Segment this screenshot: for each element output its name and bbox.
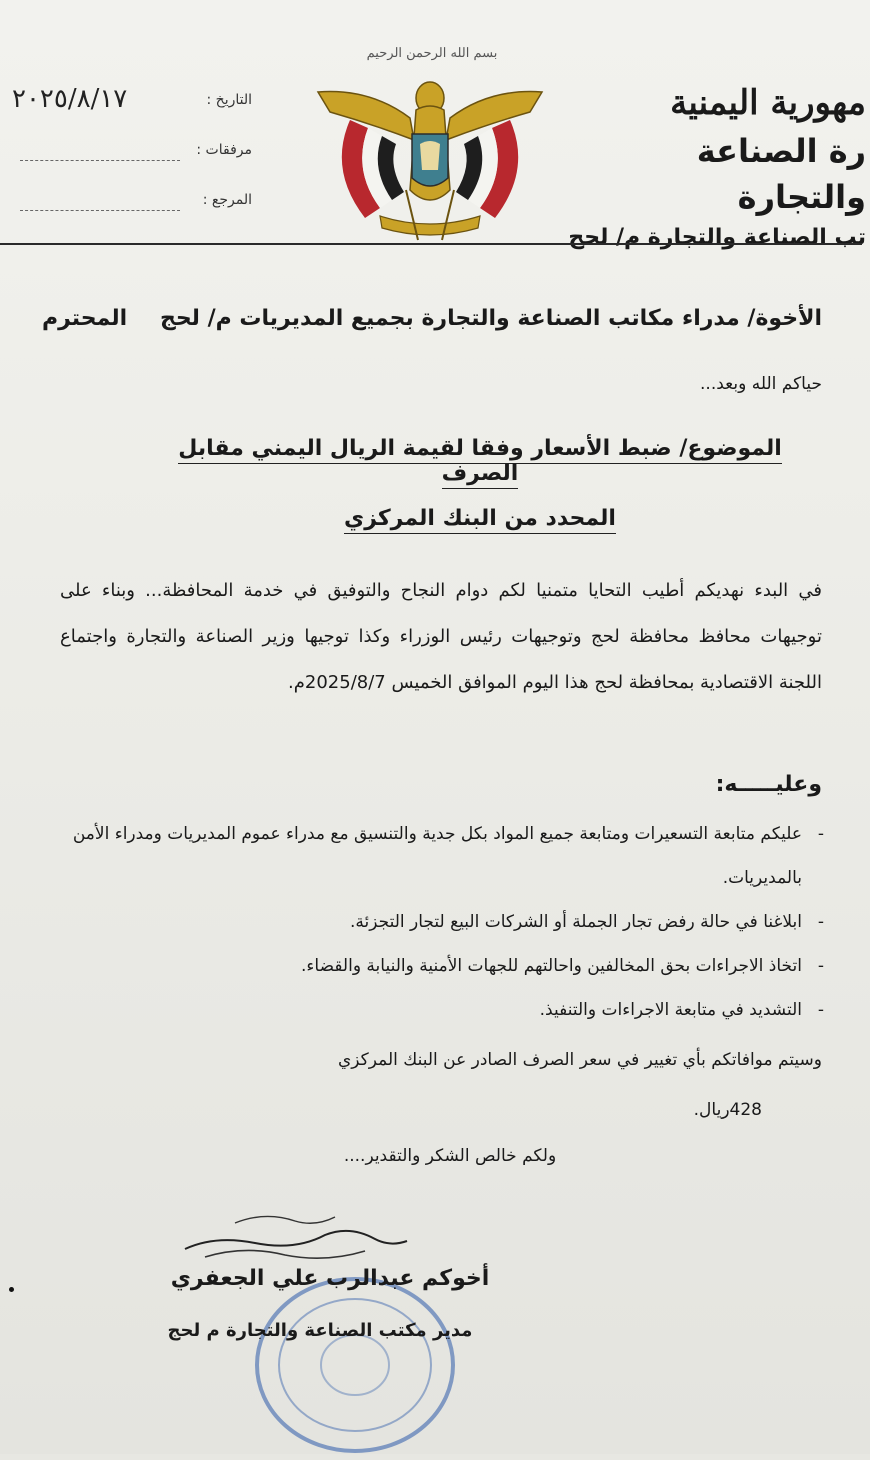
list-item: - عليكم متابعة التسعيرات ومتابعة جميع المواد بكل جدية والتنسيق مع مدراء عموم المديريات ومدراء الأمن بالمديريات. bbox=[54, 812, 824, 900]
exchange-notice: وسيتم موافاتكم بأي تغيير في سعر الصرف الصادر عن البنك المركزي bbox=[337, 1050, 822, 1070]
therefore-heading: وعليـــــه: bbox=[715, 772, 822, 797]
subject-line-2 bbox=[140, 506, 820, 531]
ministry-name: رة الصناعة والتجارة bbox=[696, 132, 866, 216]
subject-text-1: الموضوع/ ضبط الأسعار وفقا لقيمة الريال اليمني مقابل الصرف bbox=[178, 436, 782, 489]
date-row bbox=[12, 86, 252, 136]
list-item: - ابلاغنا في حالة رفض تجار الجملة أو الشركات البيع لتجار التجزئة. bbox=[54, 900, 824, 944]
attachments-line bbox=[20, 160, 180, 161]
respected-label: المحترم bbox=[42, 306, 128, 331]
body-paragraph: في البدء نهديكم أطيب التحايا متمنيا لكم دوام النجاح والتوفيق في خدمة المحافظة... وبناء على توجيهات محافظ محافظة لحج وتوجيهات رئيس الوزراء وكذا توجيها وزير الصناعة والتجارة واجتماع اللجنة الاقتصادية بمحافظة لحج هذا اليوم الموافق الخميس 2025/8/7م. bbox=[60, 580, 822, 693]
list-item: - التشديد في متابعة الاجراءات والتنفيذ. bbox=[54, 988, 824, 1032]
signer-name: أخوكم عبدالرب علي الجعفري bbox=[170, 1266, 490, 1291]
speck bbox=[9, 1287, 14, 1292]
addressee bbox=[42, 306, 822, 331]
reference-row bbox=[12, 186, 252, 236]
attachments-label: مرفقات : bbox=[196, 142, 252, 158]
reference-label: المرجع : bbox=[202, 192, 252, 208]
greeting: حياكم الله وبعد... bbox=[700, 374, 822, 394]
basmala: بسم الله الرحمن الرحيم bbox=[366, 46, 498, 61]
ministry-header bbox=[566, 78, 866, 256]
directives-list bbox=[54, 812, 824, 1032]
handwritten-signature bbox=[175, 1205, 415, 1275]
date-value: ٢٠٢٥/٨/١٧ bbox=[12, 84, 128, 114]
office-name: تب الصناعة والتجارة م/ لحج bbox=[568, 225, 866, 250]
subject-line-1 bbox=[140, 436, 820, 486]
header-divider bbox=[0, 243, 862, 245]
attachments-row bbox=[12, 136, 252, 186]
date-label: التاريخ : bbox=[206, 92, 252, 108]
signer-title: مدير مكتب الصناعة والتجارة م لحج bbox=[167, 1320, 473, 1341]
closing-line: ولكم خالص الشكر والتقدير.... bbox=[343, 1146, 557, 1166]
list-item: - اتخاذ الاجراءات بحق المخالفين واحالتهم للجهات الأمنية والنيابة والقضاء. bbox=[54, 944, 824, 988]
yemen-emblem-icon bbox=[310, 40, 550, 245]
addressee-text: الأخوة/ مدراء مكاتب الصناعة والتجارة بجميع المديريات م/ لحج bbox=[159, 306, 822, 331]
official-stamp bbox=[250, 1270, 460, 1460]
reference-block bbox=[12, 86, 252, 236]
reference-line bbox=[20, 210, 180, 211]
country-name: مهورية اليمنية bbox=[670, 83, 866, 123]
exchange-rate: 428ريال. bbox=[693, 1100, 762, 1120]
subject-text-2: المحدد من البنك المركزي bbox=[344, 506, 616, 534]
